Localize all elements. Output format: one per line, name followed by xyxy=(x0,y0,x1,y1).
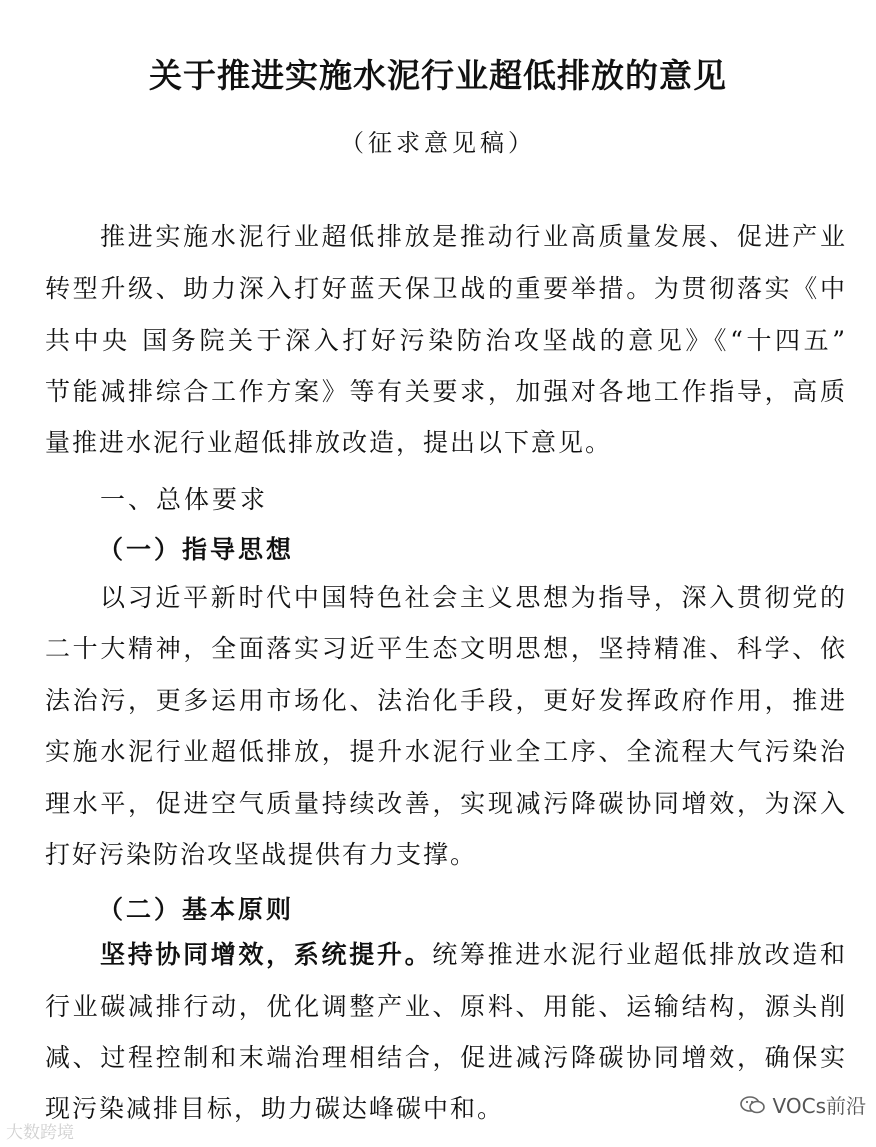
document-title: 关于推进实施水泥行业超低排放的意见 xyxy=(149,56,727,95)
intro-line-4: 节能减排综合工作方案》等有关要求，加强对各地工作指导，高质 xyxy=(45,377,845,406)
principle-first-rest: 统筹推进水泥行业超低排放改造和 xyxy=(432,940,845,969)
guiding-line-4: 实施水泥行业超低排放，提升水泥行业全工序、全流程大气污染治 xyxy=(45,737,845,766)
intro-line-1: 推进实施水泥行业超低排放是推动行业高质量发展、促进产业 xyxy=(100,222,845,251)
wechat-icon xyxy=(739,1095,767,1115)
watermark-right xyxy=(739,1090,866,1119)
principle-line-4: 现污染减排目标，助力碳达峰碳中和。 xyxy=(45,1094,505,1123)
guiding-line-6: 打好污染防治攻坚战提供有力支撑。 xyxy=(45,840,478,869)
intro-line-2: 转型升级、助力深入打好蓝天保卫战的重要举措。为贯彻落实《中 xyxy=(45,274,845,303)
principle-line-1 xyxy=(100,940,845,970)
intro-line-3: 共中央 国务院关于深入打好污染防治攻坚战的意见》《“十四五” xyxy=(45,326,845,355)
guiding-line-2: 二十大精神，全面落实习近平生态文明思想，坚持精准、科学、依 xyxy=(45,634,845,663)
guiding-line-5: 理水平，促进空气质量持续改善，实现减污降碳协同增效，为深入 xyxy=(45,789,845,818)
guiding-line-3: 法治污，更多运用市场化、法治化手段，更好发挥政府作用，推进 xyxy=(45,686,845,715)
subsection-heading-1: （一）指导思想 xyxy=(98,535,295,564)
intro-line-5: 量推进水泥行业超低排放改造，提出以下意见。 xyxy=(45,428,613,457)
principle-line-2: 行业碳减排行动，优化调整产业、原料、用能、运输结构，源头削 xyxy=(45,992,845,1021)
subsection-heading-2: （二）基本原则 xyxy=(98,895,295,924)
guiding-line-1: 以习近平新时代中国特色社会主义思想为指导，深入贯彻党的 xyxy=(100,583,845,612)
document-subtitle: （征求意见稿） xyxy=(340,129,536,157)
principle-line-3: 减、过程控制和末端治理相结合，促进减污降碳协同增效，确保实 xyxy=(45,1043,845,1072)
watermark-right-text: VOCs前沿 xyxy=(772,1094,866,1118)
principle-lead: 坚持协同增效，系统提升。 xyxy=(100,940,433,969)
section-heading-1: 一、总体要求 xyxy=(100,485,269,514)
watermark-left: 大数跨境 xyxy=(6,1123,74,1143)
